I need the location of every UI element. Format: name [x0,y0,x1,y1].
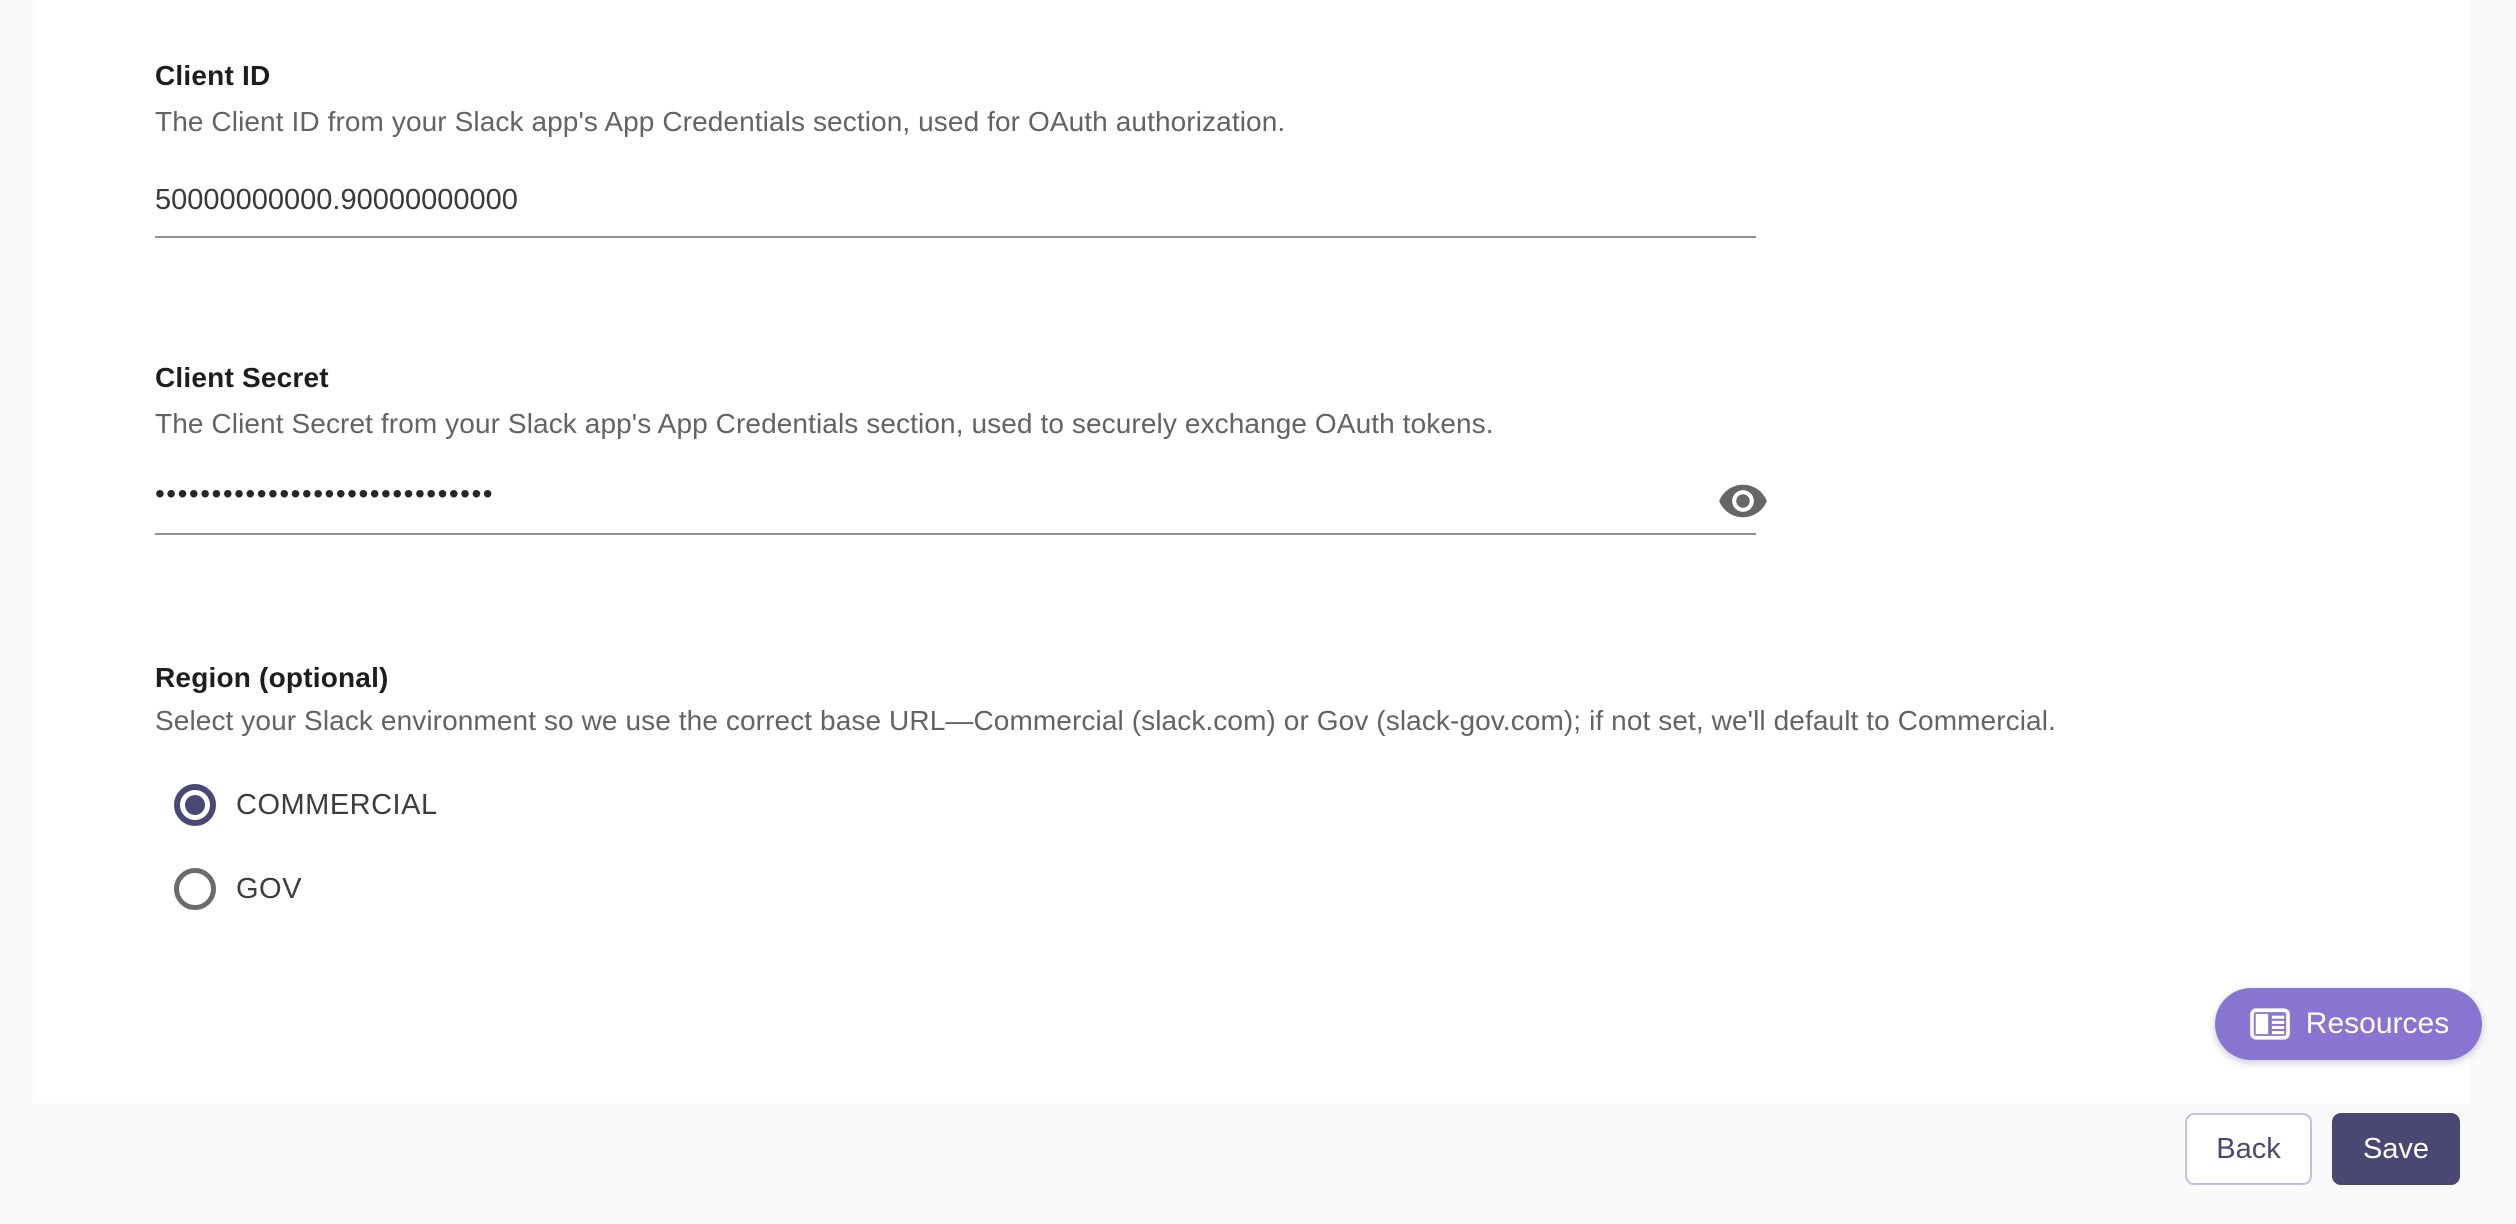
client-id-input[interactable]: 50000000000.90000000000 [155,184,518,216]
radio-dot [185,795,205,815]
resources-button[interactable] [2215,988,2482,1060]
client-id-description: The Client ID from your Slack app's App Credentials section, used for OAuth authorization. [155,106,1286,137]
client-secret-underline [155,533,1756,535]
radio-option-gov[interactable] [174,868,302,910]
resources-button-label: Resources [2305,1007,2450,1040]
client-id-underline [155,236,1756,238]
radio-gov-label: GOV [236,872,302,905]
toggle-secret-visibility-button[interactable] [1711,470,1775,534]
client-secret-label: Client Secret [155,362,329,393]
client-id-label: Client ID [155,60,271,91]
radio-unselected-icon[interactable] [174,868,216,910]
save-button[interactable]: Save [2332,1113,2460,1185]
reader-book-icon [2248,1002,2292,1046]
region-label: Region (optional) [155,662,389,693]
radio-commercial-label: COMMERCIAL [236,788,438,821]
radio-option-commercial[interactable] [174,784,438,826]
back-button[interactable]: Back [2185,1113,2312,1185]
client-secret-input[interactable]: •••••••••••••••••••••••••••••• [155,478,495,509]
eye-visibility-icon [1717,475,1769,530]
region-description: Select your Slack environment so we use the correct base URL—Commercial (slack.com) or Gov (slack-gov.com); if not set, we'll default to Commercial. [155,705,2056,736]
content-card [33,0,2470,1103]
client-secret-description: The Client Secret from your Slack app's App Credentials section, used to securely exchange OAuth tokens. [155,408,1494,439]
radio-selected-icon[interactable] [174,784,216,826]
